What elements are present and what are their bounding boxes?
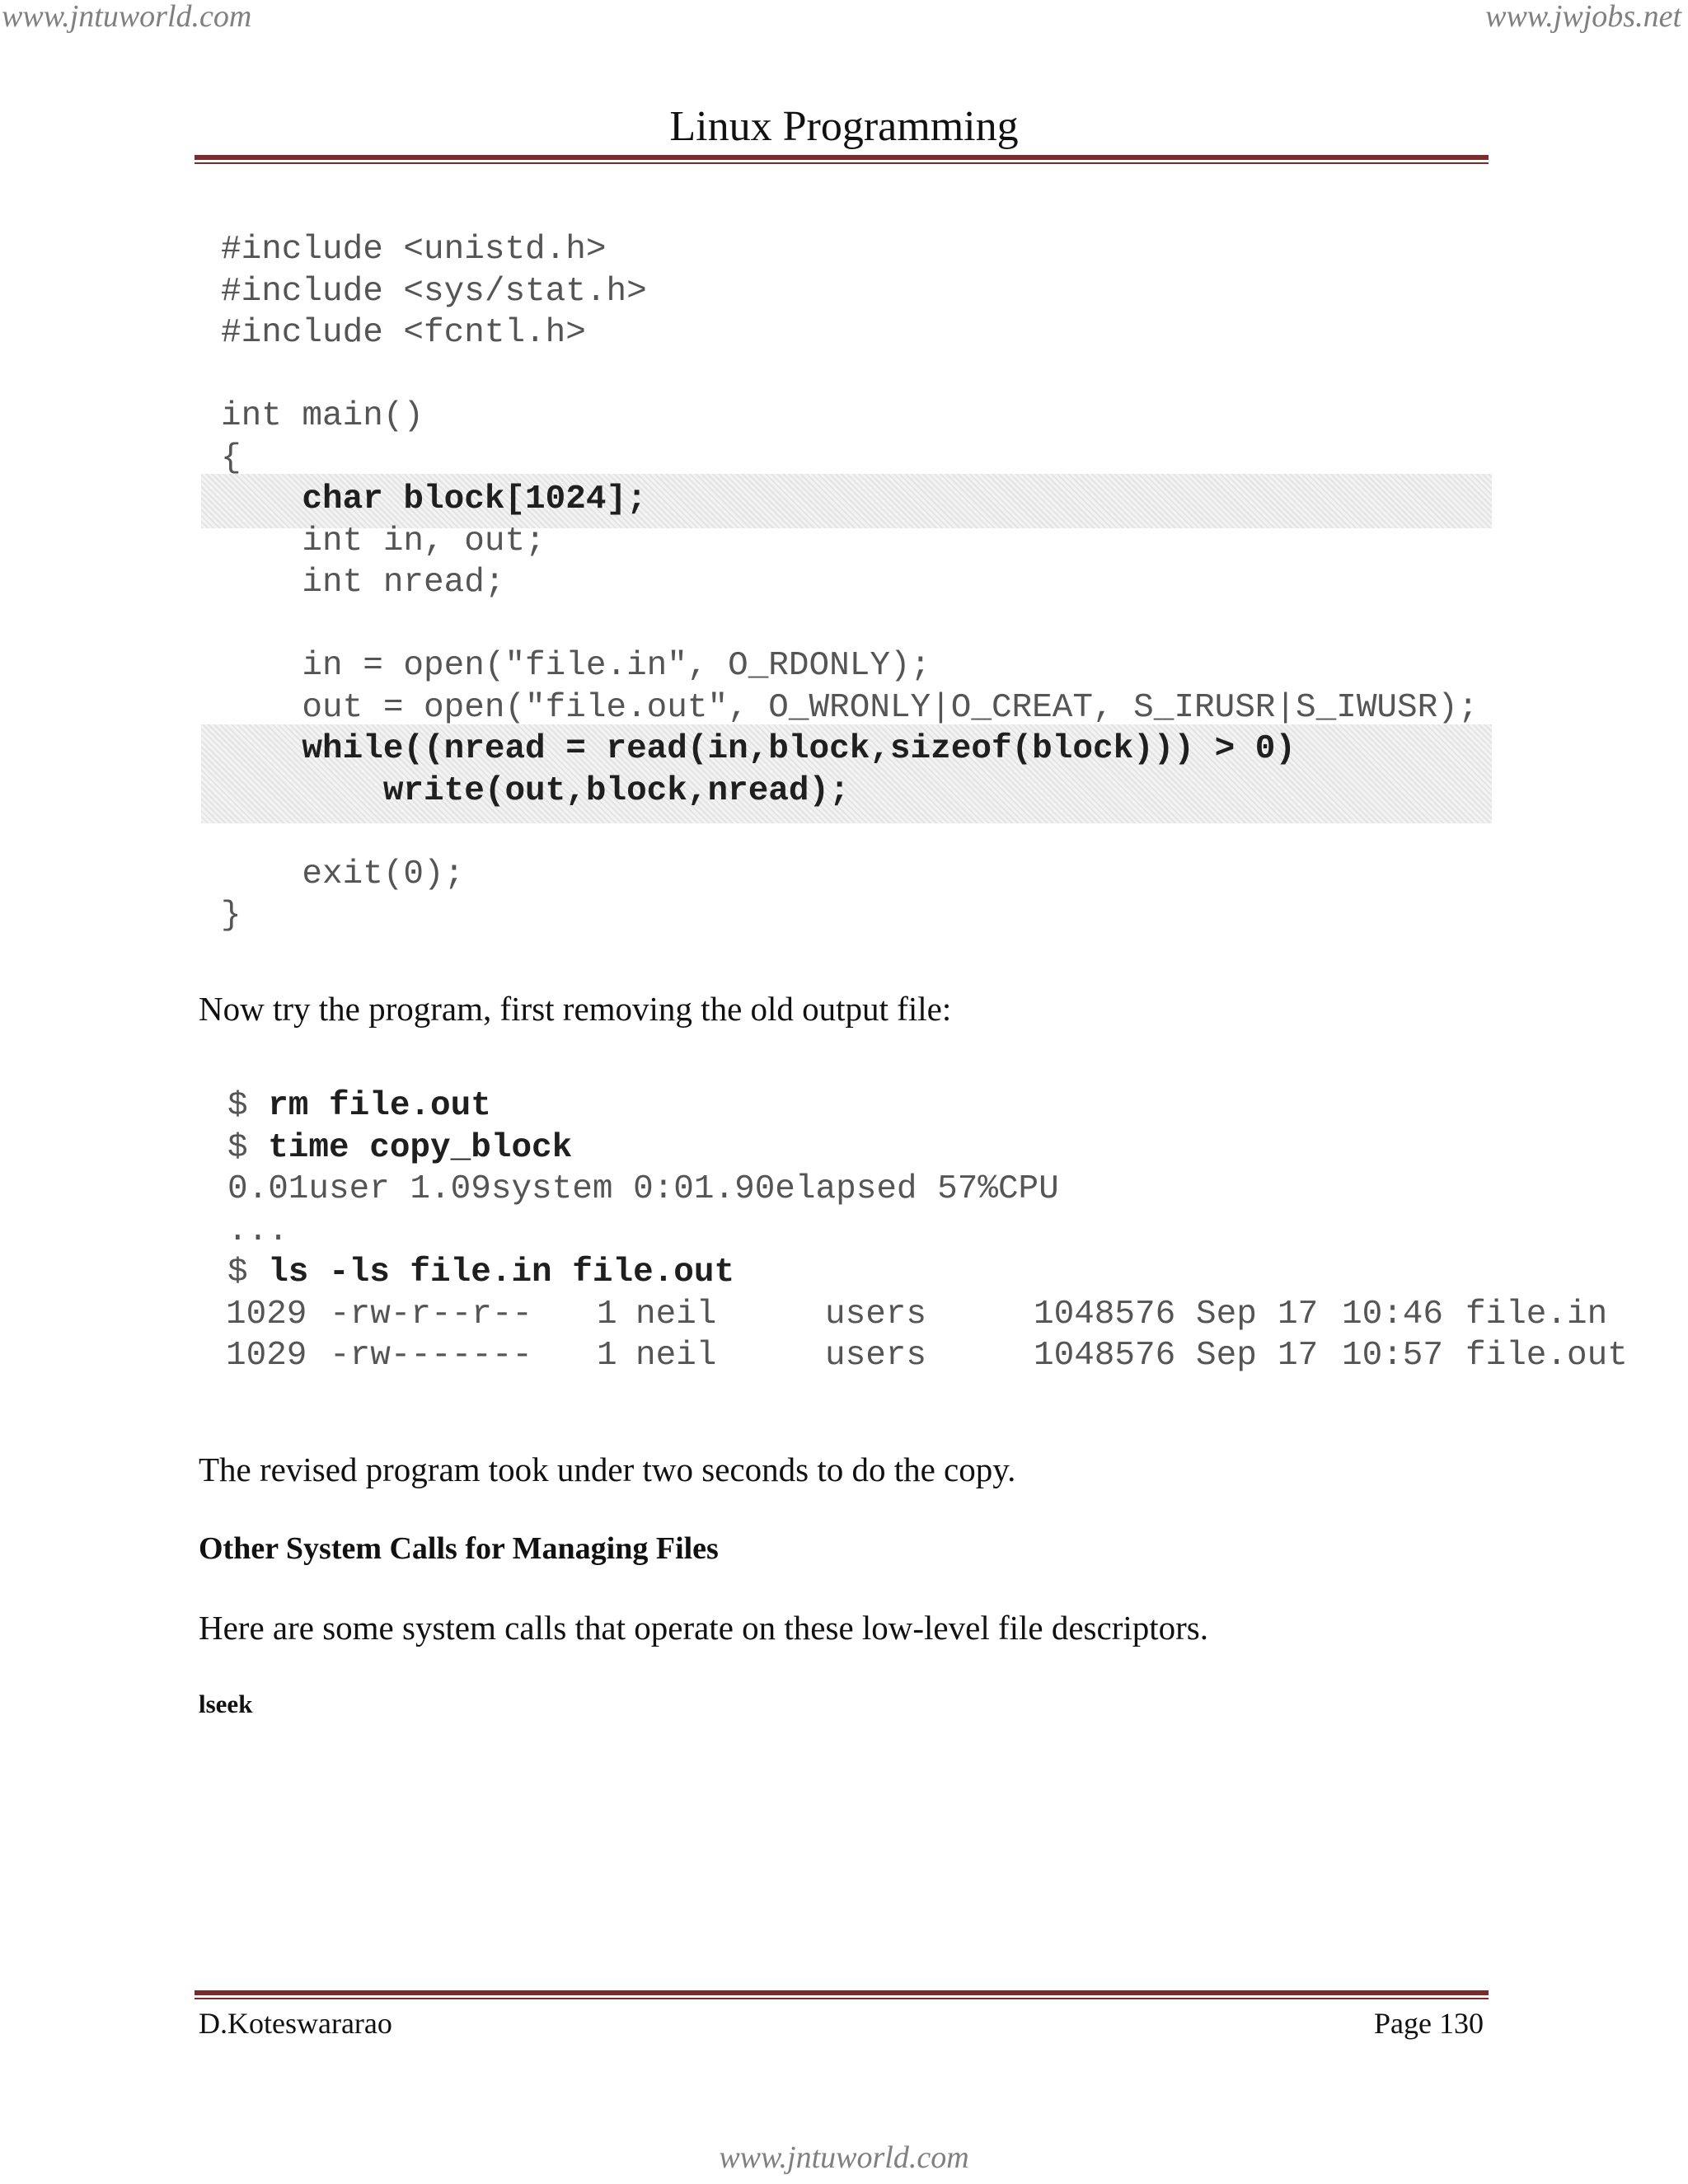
code-blank-line — [221, 604, 1478, 646]
shell-prompt: $ — [227, 1254, 248, 1291]
code-blank-line — [221, 812, 1478, 854]
ls-links: 1 — [597, 1295, 617, 1333]
code-line-highlighted: while((nread = read(in,block,sizeof(block))) > 0) — [302, 730, 1296, 768]
ls-links: 1 — [597, 1337, 617, 1375]
terminal-command-line — [227, 1252, 1059, 1294]
code-line: int in, out; — [302, 522, 546, 560]
code-line: out = open("file.out", O_WRONLY|O_CREAT, S_IRUSR|S_IWUSR); — [302, 688, 1479, 727]
shell-prompt: $ — [227, 1128, 248, 1167]
shell-command: rm file.out — [268, 1087, 491, 1125]
ls-time: 10:46 — [1342, 1295, 1444, 1333]
code-line: { — [221, 438, 241, 477]
watermark-bottom: www.jntuworld.com — [719, 2140, 969, 2175]
code-line: #include <unistd.h> — [221, 231, 607, 269]
ls-permissions: -rw-r--r-- — [330, 1295, 533, 1333]
ls-filename: file.in — [1465, 1295, 1608, 1333]
code-listing — [221, 229, 1478, 937]
ls-day: 17 — [1278, 1295, 1319, 1333]
terminal-ellipsis: ... — [227, 1212, 288, 1250]
code-blank-line — [221, 354, 1478, 396]
ls-output-row — [226, 1335, 1628, 1377]
code-line: in = open("file.in", O_RDONLY); — [302, 647, 931, 685]
terminal-output-line: 0.01user 1.09system 0:01.90elapsed 57%CPU — [227, 1170, 1059, 1208]
subsection-heading: lseek — [199, 1690, 253, 1718]
ls-owner: neil — [635, 1337, 717, 1375]
footer-rule — [195, 1990, 1489, 1999]
shell-command: time copy_block — [268, 1128, 573, 1167]
ls-size: 1048576 — [1034, 1337, 1176, 1375]
ls-month: Sep — [1196, 1295, 1257, 1333]
ls-filename: file.out — [1465, 1337, 1628, 1375]
ls-time: 10:57 — [1342, 1337, 1444, 1375]
ls-group: users — [825, 1295, 927, 1333]
header-rule — [195, 155, 1489, 164]
footer-page-number: Page 130 — [1374, 2007, 1484, 2040]
terminal-session — [226, 1085, 1628, 1377]
ls-group: users — [825, 1337, 927, 1375]
code-line-highlighted: char block[1024]; — [302, 480, 647, 518]
ls-owner: neil — [635, 1295, 717, 1333]
ls-month: Sep — [1196, 1337, 1257, 1375]
watermark-top-right: www.jwjobs.net — [1485, 0, 1681, 34]
paragraph-result: The revised program took under two seconds to do the copy. — [199, 1451, 1016, 1488]
shell-command: ls -ls file.in file.out — [268, 1254, 735, 1291]
ls-size: 1048576 — [1034, 1295, 1176, 1333]
code-line-highlighted: write(out,block,nread); — [382, 771, 850, 810]
footer-author: D.Koteswararao — [199, 2007, 392, 2040]
code-line: #include <fcntl.h> — [221, 314, 586, 352]
paragraph-intro: Now try the program, first removing the old output file: — [199, 990, 952, 1028]
code-line: } — [221, 897, 241, 935]
code-line: #include <sys/stat.h> — [221, 272, 647, 311]
section-heading: Other System Calls for Managing Files — [199, 1531, 719, 1566]
code-line: int nread; — [302, 564, 505, 602]
page-title: Linux Programming — [669, 103, 1019, 150]
ls-output-row — [226, 1294, 1608, 1336]
code-line: int main() — [221, 397, 424, 435]
paragraph-syscalls: Here are some system calls that operate on these low-level file descriptors. — [199, 1609, 1208, 1647]
ls-blocks: 1029 — [226, 1295, 307, 1333]
ls-blocks: 1029 — [226, 1337, 307, 1375]
shell-prompt: $ — [227, 1087, 248, 1125]
code-line: exit(0); — [302, 855, 465, 893]
terminal-command-line — [227, 1085, 1059, 1127]
watermark-top-left: www.jntuworld.com — [2, 0, 252, 34]
terminal-command-line — [227, 1127, 1059, 1169]
ls-day: 17 — [1278, 1337, 1319, 1375]
ls-permissions: -rw------- — [330, 1337, 533, 1375]
